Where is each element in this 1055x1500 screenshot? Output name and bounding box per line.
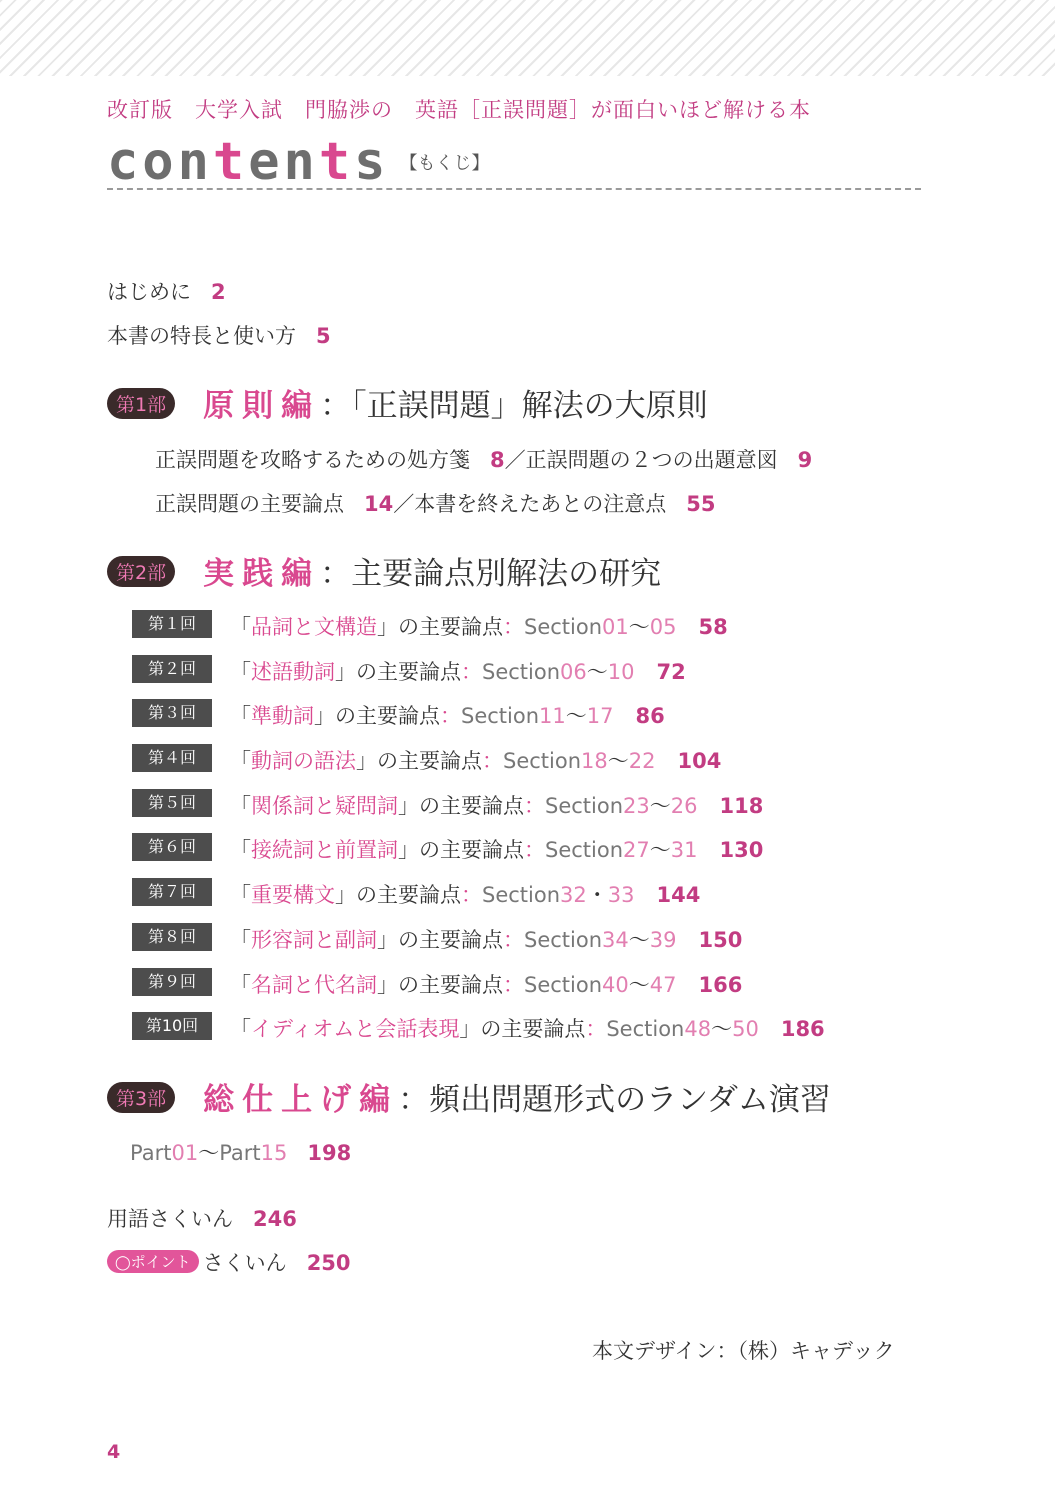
toc-entry-features[interactable]: 本書の特長と使い方 5	[107, 324, 331, 348]
toc-chapter-8[interactable]: 「形容詞と副詞」の主要論点：Section34〜39 150	[230, 928, 743, 952]
chapter-badge: 第８回	[132, 923, 212, 951]
toc-entry-part1-line2[interactable]: 正誤問題の主要論点 14／本書を終えたあとの注意点 55	[155, 492, 716, 516]
toc-chapter-10[interactable]: 「イディオムと会話表現」の主要論点：Section48〜50 186	[230, 1017, 825, 1041]
book-title: 改訂版 大学入試 門脇渉の 英語［正誤問題］が面白いほど解ける本	[107, 98, 811, 122]
chapter-badge: 第４回	[132, 744, 212, 772]
part-name: 実践編	[203, 556, 321, 592]
part1-heading	[107, 380, 708, 425]
chapter-badge: 第２回	[132, 655, 212, 683]
chapter-badge: 第７回	[132, 878, 212, 906]
contents-heading	[107, 132, 489, 192]
part-description: ：頻出問題形式のランダム演習	[398, 1082, 831, 1118]
part-badge: 第3部	[107, 1082, 175, 1113]
toc-entry-point-index[interactable]: ◯ポイント さくいん 250	[107, 1247, 351, 1277]
chapter-badge: 第10回	[132, 1012, 212, 1040]
toc-chapter-7[interactable]: 「重要構文」の主要論点：Section32・33 144	[230, 883, 701, 907]
toc-chapter-9[interactable]: 「名詞と代名詞」の主要論点：Section40〜47 166	[230, 973, 743, 997]
part2-heading	[107, 548, 661, 593]
chapter-badge: 第９回	[132, 968, 212, 996]
part-description: ：「正誤問題」解法の大原則	[320, 388, 708, 424]
page-number: 4	[107, 1441, 121, 1463]
toc-entry-term-index[interactable]: 用語さくいん 246	[107, 1207, 297, 1231]
toc-chapter-2[interactable]: 「述語動詞」の主要論点：Section06〜10 72	[230, 660, 686, 684]
toc-chapter-3[interactable]: 「準動詞」の主要論点：Section11〜17 86	[230, 704, 665, 728]
point-badge: ◯ポイント	[107, 1250, 199, 1273]
lightbulb-icon: ◯	[115, 1255, 131, 1271]
toc-chapter-4[interactable]: 「動詞の語法」の主要論点：Section18〜22 104	[230, 749, 722, 773]
toc-entry-part3-range[interactable]: Part01〜Part15 198	[130, 1141, 352, 1165]
chapter-badge: 第５回	[132, 789, 212, 817]
chapter-badge: 第６回	[132, 833, 212, 861]
design-credit: 本文デザイン：（株）キャデック	[592, 1339, 895, 1363]
part-description: ：主要論点別解法の研究	[320, 556, 662, 592]
toc-chapter-1[interactable]: 「品詞と文構造」の主要論点：Section01〜05 58	[230, 615, 728, 639]
contents-subtitle: 【もくじ】	[399, 153, 490, 174]
chapter-badge: 第３回	[132, 699, 212, 727]
toc-chapter-5[interactable]: 「関係詞と疑問詞」の主要論点：Section23〜26 118	[230, 794, 764, 818]
part-badge: 第2部	[107, 556, 175, 587]
toc-chapter-6[interactable]: 「接続詞と前置詞」の主要論点：Section27〜31 130	[230, 838, 764, 862]
contents-word: contents	[107, 132, 390, 192]
toc-entry-hajimeni[interactable]: はじめに 2	[107, 280, 226, 304]
part-badge: 第1部	[107, 388, 175, 419]
chapter-badge: 第１回	[132, 610, 212, 638]
part3-heading	[107, 1074, 831, 1119]
part-name: 原則編	[203, 388, 321, 424]
header-stripe-band	[0, 0, 1055, 76]
toc-entry-part1-line1[interactable]: 正誤問題を攻略するための処方箋 8／正誤問題の２つの出題意図 9	[155, 448, 813, 472]
dashed-divider	[107, 188, 921, 190]
part-name: 総仕上げ編	[203, 1082, 399, 1118]
